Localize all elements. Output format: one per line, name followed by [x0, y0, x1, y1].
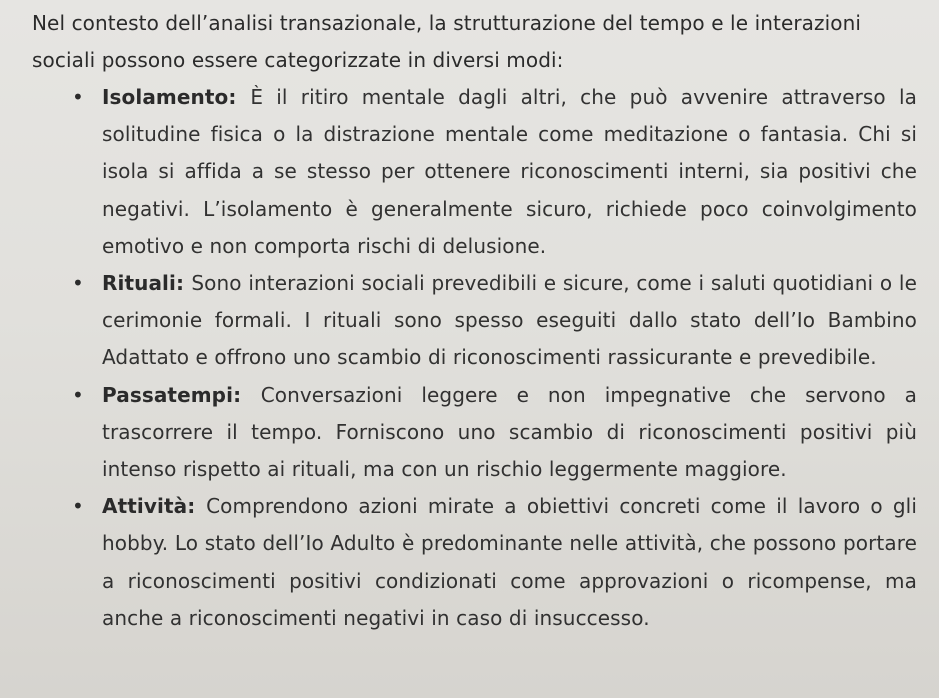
- term-isolamento: Isolamento: [102, 85, 229, 109]
- intro-paragraph: Nel contesto dell’analisi transazionale, la strutturazione del tempo e le interazioni sociali possono essere categorizzate in diversi modi:: [32, 11, 862, 72]
- list-item-passatempi: [32, 377, 917, 489]
- term-separator: :: [228, 85, 251, 109]
- bullet-icon: •: [72, 85, 84, 109]
- term-attivita: Attività: [102, 494, 188, 519]
- term-separator: :: [233, 382, 261, 407]
- description-isolamento: È il ritiro mentale dagli altri, che può avvenire attraverso la solitudine fisica o la distrazione mentale come meditazione o fantasia. Chi si isola si affida a se stesso per ottenere riconoscimenti interni, sia positivi che negativi. L’isolamento è generalmente sicuro, richiede poco coinvolgimento emotivo e non comporta rischi di delusione.: [102, 85, 917, 258]
- bullet-icon: •: [72, 271, 84, 296]
- bullet-icon: •: [72, 382, 84, 407]
- term-passatempi: Passatempi: [102, 382, 234, 407]
- description-passatempi: Conversazioni leggere e non impegnative che servono a trascorrere il tempo. Forniscono uno scambio di riconoscimenti positivi più intenso rispetto ai rituali, ma con un rischio leggermente maggiore.: [102, 382, 917, 482]
- term-separator: :: [175, 271, 192, 296]
- categories-list: [32, 79, 917, 637]
- description-attivita: Comprendono azioni mirate a obiettivi concreti come il lavoro o gli hobby. Lo stato dell’Io Adulto è predominante nelle attività, che possono portare a riconoscimenti positivi condizionati come approvazioni o ricompense, ma anche a riconoscimenti negativi in caso di insuccesso.: [102, 494, 917, 630]
- bullet-icon: •: [72, 494, 84, 519]
- list-item-isolamento: [32, 79, 917, 265]
- list-item-attivita: [32, 488, 917, 637]
- description-rituali: Sono interazioni sociali prevedibili e sicure, come i saluti quotidiani o le cerimonie formali. I rituali sono spesso eseguiti dallo stato dell’Io Bambino Adattato e offrono uno scambio di riconoscimenti rassicurante e prevedibile.: [102, 271, 917, 370]
- term-separator: :: [187, 494, 207, 519]
- list-item-rituali: [32, 265, 917, 377]
- term-rituali: Rituali: [102, 271, 176, 296]
